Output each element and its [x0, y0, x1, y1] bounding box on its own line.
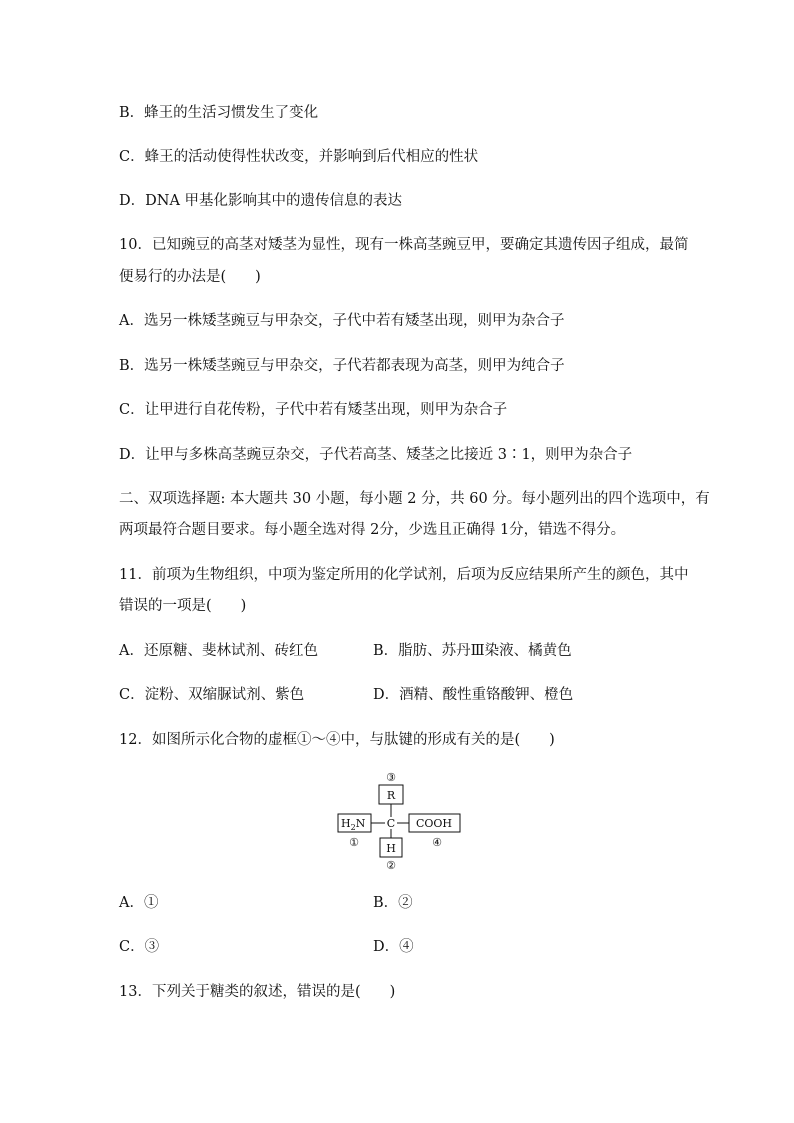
section2-line2: 两项最符合题目要求。每小题全选对得 2分，少选且正确得 1分，错选不得分。 [119, 522, 626, 538]
section2-line1: 二、双项选择题: 本大题共 30 小题，每小题 2 分，共 60 分。每小题列出的四个选项中，有 [119, 491, 710, 507]
q11-stem-line2: 错误的一项是( ) [119, 598, 247, 614]
label-2: ② [386, 859, 396, 870]
q12-option-b: B．② [373, 895, 413, 911]
q12-option-a: A．① [119, 895, 159, 911]
q10-option-b: B．选另一株矮茎豌豆与甲杂交，子代若都表现为高茎，则甲为纯合子 [119, 358, 565, 374]
carboxyl-group: COOH [415, 817, 453, 830]
q9-option-d: D．DNA 甲基化影响其中的遗传信息的表达 [119, 193, 403, 209]
label-3: ③ [386, 771, 396, 784]
q10-option-a: A．选另一株矮茎豌豆与甲杂交，子代中若有矮茎出现，则甲为杂合子 [119, 313, 565, 329]
q10-stem-line2: 便易行的办法是( ) [119, 269, 261, 285]
q10-option-c: C．让甲进行自花传粉，子代中若有矮茎出现，则甲为杂合子 [119, 402, 508, 418]
q10-option-d: D．让甲与多株高茎豌豆杂交，子代若高茎、矮茎之比接近 3∶1，则甲为杂合子 [119, 447, 633, 463]
label-1: ① [349, 836, 359, 849]
q11-option-d: D．酒精、酸性重铬酸钾、橙色 [373, 687, 574, 703]
q11-option-b: B．脂肪、苏丹Ⅲ染液、橘黄色 [373, 643, 572, 659]
q12-option-c: C．③ [119, 939, 160, 955]
q9-option-c: C．蜂王的活动使得性状改变，并影响到后代相应的性状 [119, 149, 479, 165]
q10-stem-line1: 10．已知豌豆的高茎对矮茎为显性，现有一株高茎豌豆甲，要确定其遗传因子组成，最简 [119, 237, 689, 253]
label-4: ④ [432, 836, 442, 849]
central-carbon: C [386, 817, 396, 830]
hydrogen-atom: H [386, 842, 396, 855]
amino-acid-structure-diagram [334, 770, 464, 870]
q12-stem: 12．如图所示化合物的虚框①～④中，与肽键的形成有关的是( ) [119, 732, 555, 748]
amino-group: $H_2N$ [341, 817, 366, 832]
q12-option-d: D．④ [373, 939, 414, 955]
q11-stem-line1: 11．前项为生物组织，中项为鉴定所用的化学试剂，后项为反应结果所产生的颜色，其中 [119, 567, 689, 583]
q13-stem: 13．下列关于糖类的叙述，错误的是( ) [119, 984, 396, 1000]
q9-option-b: B．蜂王的生活习惯发生了变化 [119, 105, 319, 121]
q11-option-a: A．还原糖、斐林试剂、砖红色 [119, 643, 318, 659]
q11-option-c: C．淀粉、双缩脲试剂、紫色 [119, 687, 305, 703]
r-group: R [386, 789, 396, 802]
